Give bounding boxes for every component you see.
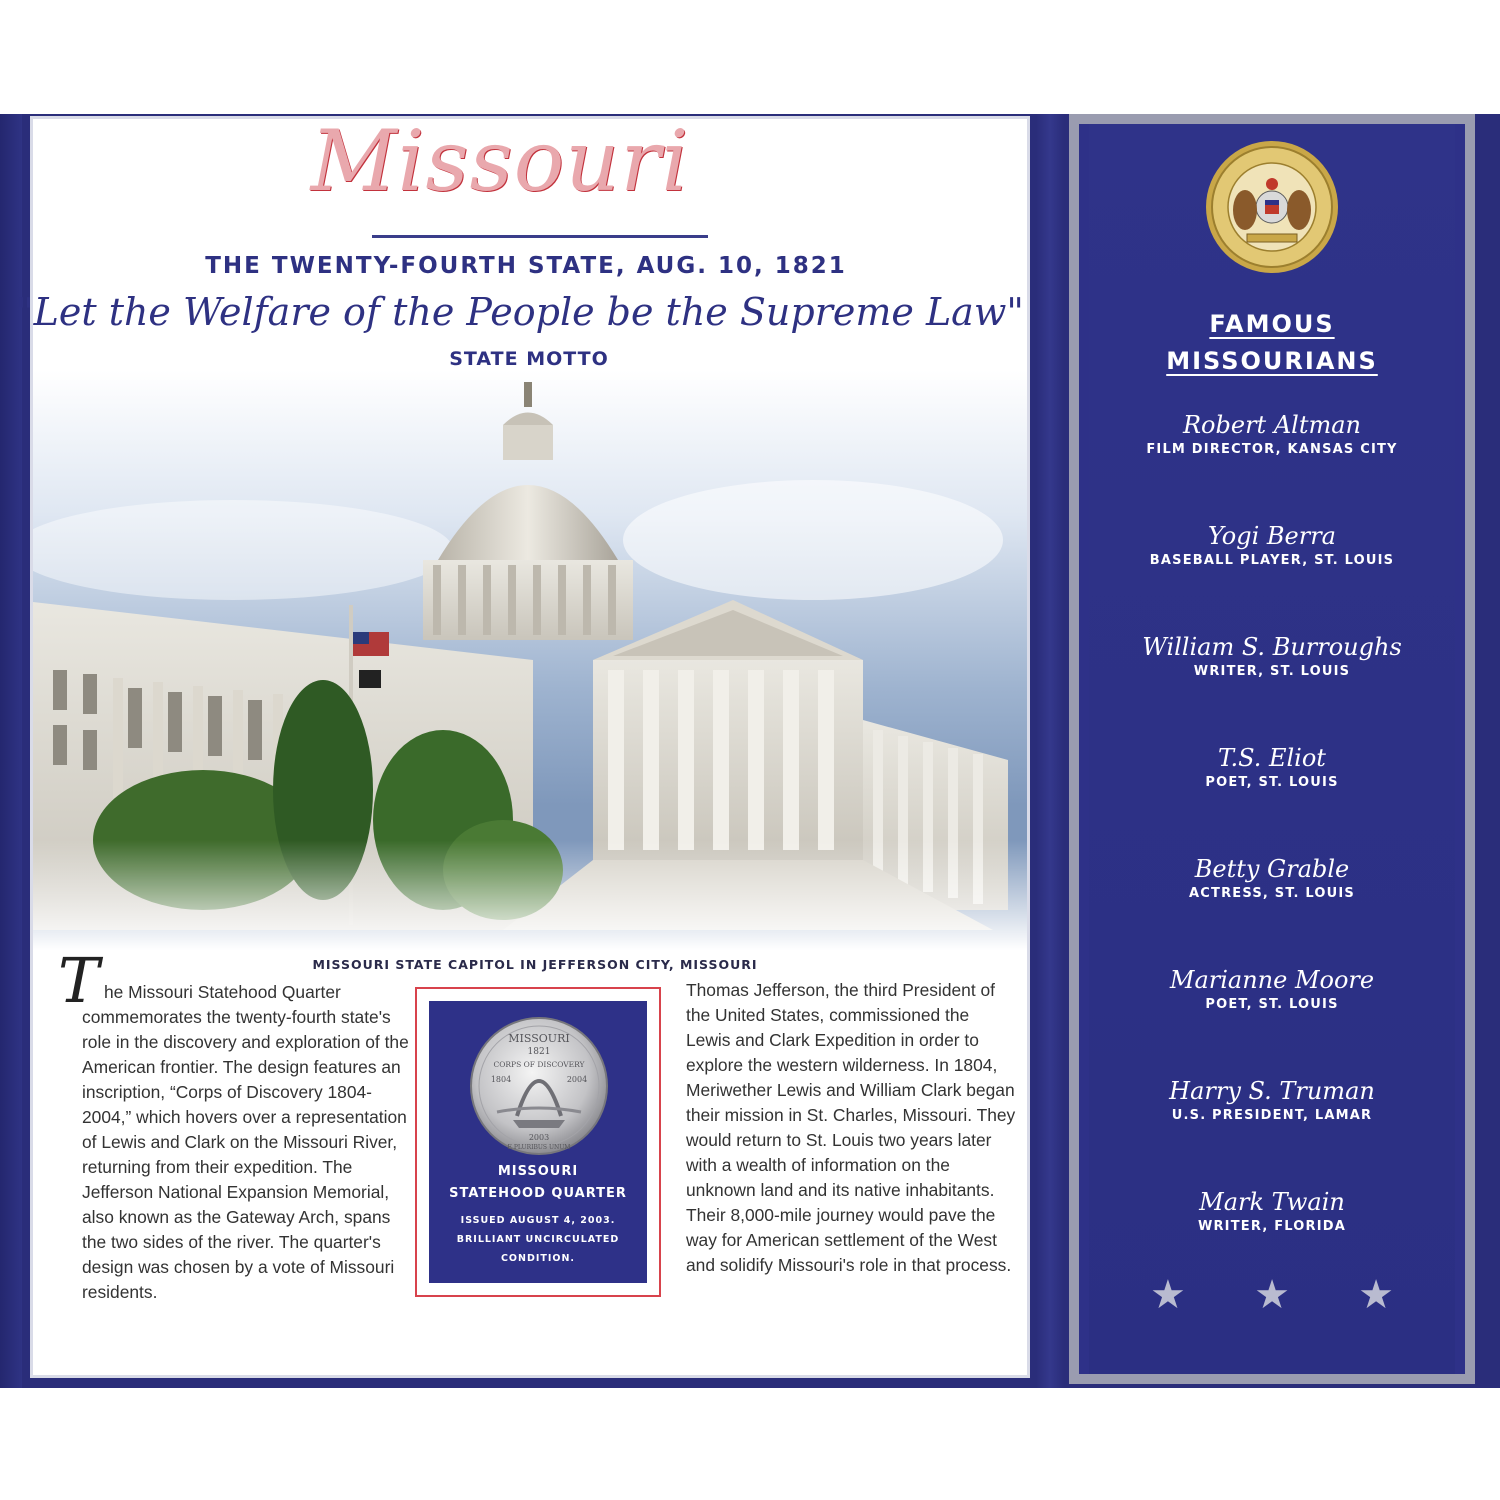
person-entry (1090, 1076, 1454, 1126)
board-right-edge (1475, 114, 1500, 1388)
stars-row (1150, 1275, 1394, 1315)
statehood-subtitle: THE TWENTY-FOURTH STATE, AUG. 10, 1821 (205, 253, 847, 279)
person-entry (1090, 1187, 1454, 1237)
person-name: Yogi Berra (1208, 522, 1336, 550)
person-name: Robert Altman (1182, 411, 1361, 439)
person-name: Mark Twain (1199, 1188, 1345, 1216)
coin-note-line3: CONDITION. (500, 1253, 576, 1264)
state-seal-icon (1205, 140, 1339, 274)
person-entry (1090, 410, 1454, 460)
capitol-photo (33, 370, 1027, 950)
coin-title (429, 1161, 647, 1205)
person-role: BASEBALL PLAYER, ST. LOUIS (1149, 553, 1395, 568)
famous-title-line2: MISSOURIANS (1166, 347, 1378, 375)
state-motto: "Let the Welfare of the People be the Supreme Law" (16, 290, 1024, 334)
motto-label: STATE MOTTO (449, 348, 609, 370)
coin-title-line1: MISSOURI (497, 1164, 579, 1179)
person-entry (1090, 854, 1454, 904)
coin-note-line2: BRILLIANT UNCIRCULATED (456, 1234, 620, 1245)
famous-title (1090, 306, 1454, 380)
coin-card (429, 1001, 647, 1283)
coin-frame (415, 987, 661, 1297)
person-name: T.S. Eliot (1218, 744, 1326, 772)
person-name: William S. Burroughs (1142, 633, 1402, 661)
coin-title-line2: STATEHOOD QUARTER (449, 1186, 627, 1201)
person-name: Harry S. Truman (1169, 1077, 1375, 1105)
person-role: ACTRESS, ST. LOUIS (1189, 886, 1355, 901)
person-entry (1090, 965, 1454, 1015)
person-entry (1090, 632, 1454, 682)
person-role: U.S. PRESIDENT, LAMAR (1171, 1108, 1373, 1123)
svg-text:E PLURIBUS UNUM: E PLURIBUS UNUM (507, 1144, 571, 1151)
star-icon: ★ (1358, 1273, 1394, 1317)
svg-text:1821: 1821 (527, 1047, 551, 1057)
divider-bar (1036, 114, 1064, 1388)
right-column-text: Thomas Jefferson, the third President of the United States, commissioned the Lewis and Clark Expedition in order to explore the western wilderness. In 1804, Meriwether Lewis and William Clark began their mission in St. Charles, Missouri. They would return to St. Louis two years later with a wealth of information on the unknown land and its native inhabitants. Their 8,000-mile journey would pave the way for American settlement of the West and solidify Missouri's role in that process. (686, 980, 1016, 1275)
photo-caption: MISSOURI STATE CAPITOL IN JEFFERSON CITY, MISSOURI (312, 957, 758, 972)
left-column-text (82, 980, 412, 1305)
left-column-body: commemorates the twenty-fourth state's role in the discovery and exploration of the American frontier. The design features an inscription, “Corps of Discovery 1804-2004,” which hovers over a representation of Lewis and Clark on the Missouri River, returning from their expedition. The Jefferson National Expansion Memorial, also known as the Gateway Arch, spans the two sides of the river. The quarter's design was chosen by a vote of Missouri residents. (82, 1007, 409, 1302)
svg-text:2004: 2004 (566, 1075, 588, 1084)
drop-cap: T (58, 944, 100, 1017)
svg-text:2003: 2003 (528, 1133, 550, 1142)
person-name: Marianne Moore (1169, 966, 1375, 994)
person-entry (1090, 521, 1454, 571)
person-role: WRITER, FLORIDA (1197, 1219, 1347, 1234)
svg-text:MISSOURI: MISSOURI (508, 1032, 570, 1045)
person-role: WRITER, ST. LOUIS (1193, 664, 1351, 679)
star-icon: ★ (1150, 1273, 1186, 1317)
person-role: FILM DIRECTOR, KANSAS CITY (1146, 442, 1398, 457)
left-column-first-line: he Missouri Statehood Quarter (104, 982, 341, 1002)
person-role: POET, ST. LOUIS (1205, 775, 1339, 790)
star-icon: ★ (1254, 1273, 1290, 1317)
person-name: Betty Grable (1194, 855, 1350, 883)
state-title: Missouri (310, 112, 690, 210)
person-entry (1090, 743, 1454, 793)
person-role: POET, ST. LOUIS (1205, 997, 1339, 1012)
coin-note-line1: ISSUED AUGUST 4, 2003. (460, 1215, 616, 1226)
svg-text:1804: 1804 (490, 1075, 512, 1084)
quarter-coin (469, 1016, 609, 1156)
title-rule (372, 235, 708, 238)
famous-title-line1: FAMOUS (1209, 310, 1335, 338)
coin-note (429, 1211, 647, 1268)
svg-text:CORPS OF DISCOVERY: CORPS OF DISCOVERY (493, 1060, 585, 1069)
